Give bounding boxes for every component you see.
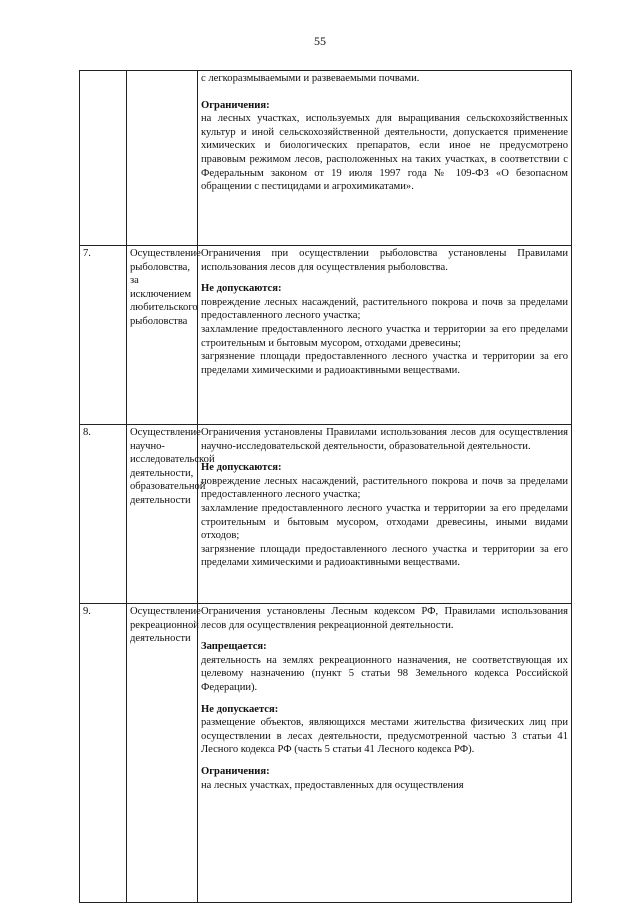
paragraph-text: повреждение лесных насаждений, растительного покрова и почв за пределами предоставленного лесного участка; [201,475,568,501]
paragraph-text: захламление предоставленного лесного участка и территории за его пределами строительным и бытовым мусором, отходами древесины; [201,323,568,349]
table-row [80,71,572,246]
row-number-cell [80,71,127,246]
paragraph-text: захламление предоставленного лесного участка и территории за его пределами строительным и бытовым мусором, отходами древесины, иными видами отходов; [201,502,568,542]
paragraph-text: Ограничения установлены Правилами использования лесов для осуществления научно-исследовательской деятельности, образовательной деятельности. [201,427,568,452]
activity-name-cell: Осуществление рыболовства, за исключением любительского рыболовства [127,246,198,425]
table-row [80,604,572,903]
restrictions-table [79,70,572,903]
paragraph-text: на лесных участках, используемых для выращивания сельскохозяйственных культур и иной сельскохозяйственной деятельности, допускается применение химических и биологических препаратов, если иное не предусмотрено правовым режимом лесов, расположенных на таких участках, в соответствии с Федеральным законом от 19 июля 1997 года № 109-ФЗ «О безопасном обращении с пестицидами и агрохимикатами». [201,113,568,193]
restriction-text-cell [198,604,572,903]
section-heading: Ограничения: [201,765,270,777]
section-heading: Не допускаются: [201,283,282,295]
table-body [80,71,572,903]
activity-name-cell [127,71,198,246]
section-heading: Не допускается: [201,703,279,715]
activity-name-cell: Осуществление рекреационной деятельности [127,604,198,903]
activity-name-cell: Осуществление научно-исследовательской деятельности, образовательной деятельности [127,425,198,604]
table-row [80,246,572,425]
paragraph-text: деятельность на землях рекреационного назначения, не соответствующая их целевому назначению (пункт 5 статьи 98 Земельного кодекса Российской Федерации). [201,654,568,693]
section-heading: Не допускаются: [201,462,282,474]
restriction-text-cell [198,71,572,246]
row-number-cell: 8. [80,425,127,604]
paragraph-text: Ограничения установлены Лесным кодексом РФ, Правилами использования лесов для осуществления рекреационной деятельности. [201,606,568,631]
row-number-cell: 7. [80,246,127,425]
restriction-text-cell [198,246,572,425]
row-number-cell: 9. [80,604,127,903]
paragraph-text: на лесных участках, предоставленных для осуществления [201,779,464,791]
paragraph-text: Ограничения при осуществлении рыболовства установлены Правилами использования лесов для осуществления рыболовства. [201,248,568,273]
restriction-text-cell [198,425,572,604]
paragraph-text: загрязнение площади предоставленного лесного участка и территории за его пределами химическими и радиоактивными веществами. [201,543,568,569]
paragraph-text: загрязнение площади предоставленного лесного участка и территории за его пределами химическими и радиоактивными веществами. [201,351,568,376]
paragraph-text: с легкоразмываемыми и развеваемыми почвами. [201,73,420,84]
page-number: 55 [314,34,326,48]
table-row [80,425,572,604]
paragraph-text: повреждение лесных насаждений, растительного покрова и почв за пределами предоставленного лесного участка; [201,296,568,322]
section-heading: Запрещается: [201,641,267,653]
section-heading: Ограничения: [201,99,270,111]
paragraph-text: размещение объектов, являющихся местами жительства физических лиц при осуществлении в лесах деятельности, предусмотренной частью 3 статьи 41 Лесного кодекса РФ (часть 5 статьи 41 Лесного кодекса РФ). [201,717,568,756]
